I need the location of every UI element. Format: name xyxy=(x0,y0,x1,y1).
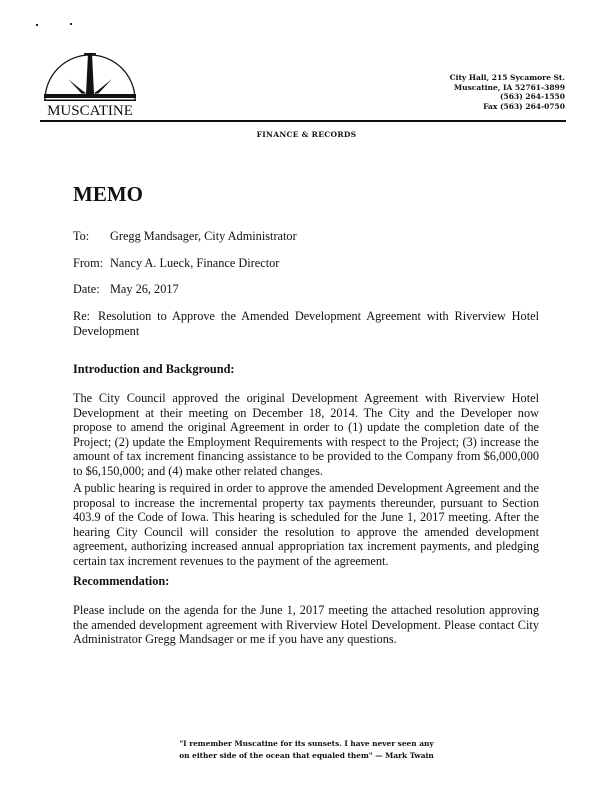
to-line xyxy=(73,229,297,244)
date-line xyxy=(73,282,179,297)
subject-line xyxy=(73,309,539,339)
letterhead-divider xyxy=(40,120,566,122)
intro-paragraph-2: A public hearing is required in order to approve the amended Development Agreement and the proposal to increase the incremental property tax payments thereunder, pursuant to Section 403.9 of the Code of Iowa. This hearing is scheduled for the June 1, 2017 meeting. After the hearing City Council will consider the resolution to approve the amended development agreement, authorizing increased annual appropriation tax increment payments, and pledging certain tax increment revenues to the payment of the agreement. xyxy=(73,481,539,568)
from-value: Nancy A. Lueck, Finance Director xyxy=(110,256,280,270)
city-logo xyxy=(42,48,138,120)
footer-quote xyxy=(0,738,613,762)
intro-paragraph-1: The City Council approved the original Development Agreement with Riverview Hotel Development at their meeting on December 18, 2014. The City and the Developer now propose to amend the original Agreement in order to (1) update the completion date of the Project; (2) update the Employment Requirements with respect to the Project; (3) increase the amount of tax increment financing assistance to be provided to the Company from $6,000,000 to $6,150,000; and (4) make other related changes. xyxy=(73,391,539,478)
to-value: Gregg Mandsager, City Administrator xyxy=(110,229,297,243)
address-line: Muscatine, IA 52761-3899 xyxy=(453,82,565,92)
re-value: Resolution to Approve the Amended Development Agreement with Riverview Hotel Development xyxy=(73,309,539,338)
scan-specks xyxy=(36,22,76,28)
sunset-logo-icon xyxy=(42,48,138,104)
memo-title: MEMO xyxy=(73,182,143,206)
department-name: FINANCE & RECORDS xyxy=(256,130,357,139)
address-line: City Hall, 215 Sycamore St. xyxy=(449,73,565,82)
recommendation-heading: Recommendation: xyxy=(73,574,170,588)
quote-line-2: on either side of the ocean that equaled them" — Mark Twain xyxy=(179,751,434,760)
from-line xyxy=(73,256,279,271)
from-label: From: xyxy=(73,256,104,270)
fax-line: Fax (563) 264-0750 xyxy=(483,101,565,111)
re-label: Re: xyxy=(73,309,91,323)
intro-heading: Introduction and Background: xyxy=(73,362,235,376)
to-label: To: xyxy=(73,229,90,243)
phone-line: (563) 264-1550 xyxy=(499,92,565,102)
logo-wordmark: MUSCATINE xyxy=(47,103,133,119)
date-label: Date: xyxy=(73,282,100,296)
recommendation-paragraph: Please include on the agenda for the June 1, 2017 meeting the attached resolution approving the amended development agreement with Riverview Hotel Development. Please contact City Administrator Gregg Mandsager or me if you have any questions. xyxy=(73,603,539,647)
date-value: May 26, 2017 xyxy=(110,282,179,296)
quote-line-1: "I remember Muscatine for its sunsets. I have never seen any xyxy=(179,739,434,748)
address-block xyxy=(450,73,565,111)
